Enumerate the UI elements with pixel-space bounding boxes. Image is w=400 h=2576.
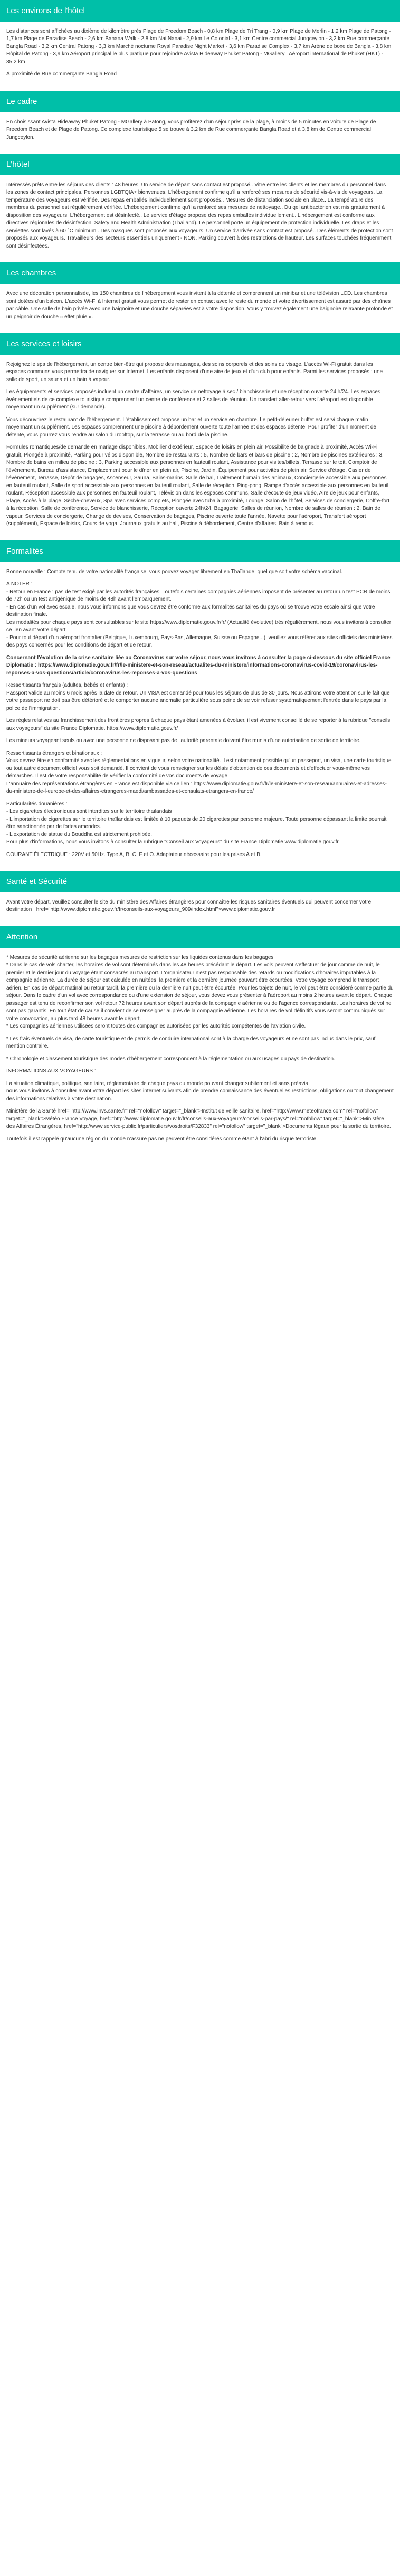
formalites-paragraph: Particularités douanières : - Les cigarettes électroniques sont interdites sur le territoire thaïlandais - L'importation de cigarettes sur le territoire thaïlandais est limitée à 10 paquets de 20 cigarettes par personne majeure. Toute personne dépassant la limite pourrait être sanctionnée par de fortes amendes. - L'exportation de statue du Bouddha est strictement prohibée. Pour plus d'informations, nous vous invitons à consulter la rubrique "Conseil aux Voyageurs" du site France Diplomatie www.diplomatie.gouv.fr [6, 801, 387, 845]
services-paragraph: Les équipements et services proposés incluent un centre d'affaires, un service de nettoyage à sec / blanchisserie et une réception ouverte 24 h/24. Les espaces événementiels de ce complexe touristique comprennent un centre de conférence et 2 salles de réunion. Un transfert aller-retour vers l'aéroport est disponible moyennant un supplément (sur demande). [6, 389, 380, 411]
section-cadre [0, 91, 400, 154]
section-title: Les chambres [0, 262, 400, 284]
section-services [0, 333, 400, 540]
section-title: Les services et loisirs [0, 333, 400, 355]
formalites-paragraph: Ressortissants français (adultes, bébés et enfants) : Passport valide au moins 6 mois après la date de retour. Un VISA est demandé pour tous les séjours de plus de 30 jours. Nous attirons votre attention sur le fait que votre passeport ne doit pas être détérioré et le comporter aucune anomalie particulière sous peine de se voir refuser systématiquement l'entrée dans le pays par la police de l'immigration. [6, 682, 390, 711]
section-title: L'hôtel [0, 154, 400, 175]
attention-heading: INFORMATIONS AUX VOYAGEURS : [6, 1068, 96, 1074]
attention-links[interactable]: Ministère de la Santé href="http://www.invs.sante.fr" rel="nofollow" target="_blank">Institut de veille sanitaire, href="http://www.meteofrance.com" rel="nofollow" target="_blank">Météo France Voyage, href="http://www.diplomatie.gouv.fr/fr/conseils-aux-voyageurs/conseils-par-pays/" rel="nofollow" target="_blank">Ministère des Affaires Étrangères, href="http://www.service-public.fr/particuliers/vosdroits/F32833" rel="nofollow" target="_blank">Documents légaux pour la sortie du territoire. [6, 1108, 391, 1129]
services-amenities-list: Formules romantiques/de demande en mariage disponibles, Mobilier d'extérieur, Espace de loisirs en plein air, Possibilité de baignade à proximité, Accès Wi-Fi gratuit, Plongée à proximité, Parking pour vélos disponible, Nombre de restaurants : 5, Nombre de bars et bars de piscine : 2, Nombre de piscines extérieures : 3, Nombre de bains en milieu de piscine : 3, Parking accessible aux personnes en fauteuil roulant, Assistance pour visites/billets, Terrasse sur le toit, Comptoir de l'événement, Bureau d'assistance, Emplacement pour le dîner en plein air, Piscine, Jardin, Équipement pour activités de plein air, Service d'étage, Casier de l'événement, Terrasse, Dépôt de bagages, Ascenseur, Sauna, Bains-marins, Salle de bal, Traitement humain des animaux, Conciergerie accessible aux personnes en fauteuil roulant, Salle de sport accessible aux personnes en fauteuil roulant, Salle de réception, Ping-pong, Rampe d'accès accessible aux personnes en fauteuil roulant, Réception accessible aux personnes en fauteuil roulant, Télévision dans les espaces communs, Salle d'écoute de jeux vidéo, Aire de jeux pour enfants, Plage, Accès à la plage, Sèche-cheveux, Spa avec services complets, Plongée avec tuba à proximité, Lounge, Salon de l'hôtel, Services de conciergerie, Coffre-fort à la réception, Salle de conférence, Service de blanchisserie, Réception ouverte 24h/24, Bagagerie, Salles de réunion, Nombre de salles de réunion : 2, Bain de vapeur, Services de conciergerie, Change de devises, Conservation de bagages, Piscine ouverte toute l'année, Navette pour l'aéroport, Transfert aéroport (supplément), Espace de loisirs, Cours de yoga, Journaux gratuits au hall, Piscine à débordement, Centre d'affaires, Bain à remous. [6, 444, 390, 527]
environs-text: Les distances sont affichées au dixième de kilomètre près Plage de Freedom Beach - 0,8 km Plage de Tri Trang - 0,9 km Plage de Merlin - 1,2 km Plage de Patong - 1,7 km Plage de Paradise Beach - 2,6 km Banana Walk - 2,8 km Nai Nanai - 2,9 km Le Colonial - 3,1 km Centre commercial Jungceylon - 3,2 km Rue commerçante Bangla Road - 3,2 km Central Patong - 3,3 km Marché nocturne Royal Paradise Night Market - 3,6 km Paradise Complex - 3,7 km Arène de boxe de Bangla - 3,8 km Hôpital de Patong - 3,9 km Aéroport principal le plus pratique pour rejoindre Avista Hideaway Phuket Patong - MGallery : Aéroport international de Phuket (HKT) - 35,2 km [6, 28, 392, 65]
formalites-paragraph: Les règles relatives au franchissement des frontières propres à chaque pays étant amenées à évoluer, il est vivement conseillé de se reporter à la rubrique "conseils aux voyageurs" du site France Diplomatie. https://www.diplomatie.gouv.fr/ [6, 718, 391, 731]
page [0, 0, 400, 1155]
attention-paragraph: * Chronologie et classement touristique des modes d'hébergement correspondent à la réglementation ou aux usages du pays de destination. [6, 1056, 335, 1062]
services-paragraph: Rejoignez le spa de l'hébergement, un centre bien-être qui propose des massages, des soins corporels et des soins du visage. L'accès Wi-Fi gratuit dans les espaces communs vous permettra de naviguer sur Internet. Les enfants disposent d'une aire de jeux et d'un club pour enfants. Parmi les services proposés : une salle de sport, un sauna et un bain à vapeur. [6, 361, 383, 383]
environs-footer: À proximité de Rue commerçante Bangla Road [6, 71, 117, 78]
attention-paragraph: La situation climatique, politique, sanitaire, réglementaire de chaque pays du monde pouvant changer subitement et sans préavis nous vous invitons à consulter avant votre départ les sites internet suivants afin de prendre connaissance des éventuelles restrictions, obligations ou tout changement des informations relatives à votre destination. [6, 1080, 394, 1102]
formalites-covid-link[interactable]: Concernant l'évolution de la crise sanitaire liée au Coronavirus sur votre séjour, nous vous invitons à consulter la page ci-dessous du site officiel France Diplomatie : https://www.diplomatie.gouv.fr/fr/le-ministere-et-son-reseau/actualites-du-ministere/informations-coronavirus-covid-19/coronavirus-les-reponses-a-vos-questions/article/coronavirus-les-reponses-a-vos-questions [6, 654, 391, 676]
sante-text: Avant votre départ, veuillez consulter le site du ministère des Affaires étrangères pour connaître les risques sanitaires éventuels qui peuvent concerner votre destination : href="http://www.diplomatie.gouv.fr/fr/conseils-aux-voyageurs_909/index.html">www.diplomatie.gouv.fr [6, 899, 372, 913]
section-chambres [0, 262, 400, 333]
chambres-text: Avec une décoration personnalisée, les 150 chambres de l'hébergement vous invitent à la détente et comprennent un minibar et une télévision LCD. Les chambres sont dotées d'un balcon. L'accès Wi-Fi à Internet gratuit vous permet de rester en contact avec le reste du monde et votre divertissement est assuré par des chaînes par câble. Une salle de bain privée avec une baignoire et une douche séparées est à votre disposition. Vous y trouvez également une baignoire relaxante profonde et un peignoir de douche « effet pluie ». [6, 291, 393, 320]
formalites-paragraph: Bonne nouvelle : Compte tenu de votre nationalité française, vous pouvez voyager librement en Thaïlande, quel que soit votre schéma vaccinal. [6, 568, 342, 575]
section-environs [0, 0, 400, 91]
formalites-paragraph: Ressortissants étrangers et binationaux : Vous devrez être en conformité avec les réglementations en vigueur, selon votre nationalité. Il est notamment possible qu'un passeport, un visa, une carte touristique ou tout autre document officiel vous soit demandé. Il convient de vous renseigner sur les délais d'obtention de ces documents et d'effectuer vous-même vos démarches. Il est de votre responsabilité de vérifier la conformité de vos documents de voyage. L'annuaire des représentations étrangères en France est disponible via ce lien : https://www.diplomatie.gouv.fr/fr/le-ministere-et-son-reseau/annuaires-et-adresses-du-ministere-de-l-europe-et-des-affaires-etrangeres-maedi/ambassades-et-consulats-etrangers-en-france/ [6, 750, 392, 794]
attention-paragraph: * Mesures de sécurité aérienne sur les bagages mesures de restriction sur les liquides contenus dans les bagages * Dans le cas de vols charter, les horaires de vol sont déterminés dans les 48 heures précédant le départ. Les vols peuvent s'effectuer de jour comme de nuit, le premier et le dernier jour du voyage étant consacrés au transport. L'organisateur n'est pas responsable des retards ou modifications d'horaires imputables à la compagnie aérienne. La durée de séjour est calculée en nuitées, la première et la dernière journée pouvant être écourtées. Votre voyage comprend le transport aérien. En cas de départ matinal ou retour tardif, la première ou la dernière nuit peut être écourtée. Pour les trajets de nuit, le vol peut être considéré comme partie du séjour. Dans le cadre d'un vol avec correspondance ou d'une extension de séjour, vous devez vous présenter à l'aéroport au moins 2 heures avant le départ. Chaque passager est tenu de reconfirmer son vol retour 72 heures avant son départ auprès de la compagnie aérienne ou de l'agence correspondante. Les horaires de vol ne sont pas garantis. En tout état de cause il convient de se renseigner auprès de la compagnie aérienne. Les horaires de vol définitifs vous seront communiqués sur votre convocation, au plus tard 48 heures avant le départ. * Les compagnies aériennes utilisées seront toutes des compagnies autorisées par les autorités compétentes de l'aviation civile. [6, 954, 394, 1029]
section-sante [0, 871, 400, 926]
cadre-text: En choisissant Avista Hideaway Phuket Patong - MGallery à Patong, vous profiterez d'un séjour près de la plage, à moins de 5 minutes en voiture de Plage de Freedom Beach et de Plage de Patong. Ce complexe touristique 5 se trouve à 3,2 km de Rue commerçante Bangla Road et à 3,8 km de Centre commercial Jungceylon. [6, 119, 376, 140]
section-title: Attention [0, 926, 400, 948]
section-formalites [0, 540, 400, 871]
formalites-paragraph: Les mineurs voyageant seuls ou avec une personne ne disposant pas de l'autorité parentale doivent être munis d'une autorisation de sortie de territoire. [6, 738, 361, 744]
section-attention [0, 926, 400, 1155]
hotel-text: Intéressés prêts entre les séjours des clients : 48 heures. Un service de départ sans contact est proposé.. Vitre entre les clients et les membres du personnel dans les zones de contact principales. Personnes LGBTQIA+ bienvenues. L'hébergement confirme qu'il a renforcé ses mesures de sécurité vis-à-vis de voyageurs. La température des voyageurs est vérifiée. Des repas emballés individuellement sont proposés.. Mesures de distanciation sociale en place.. La température des membres du personnel est régulièrement vérifiée. L'hébergement confirme qu'il a renforcé ses mesures de nettoyage.. Du gel antibactérien est mis gratuitement à disposition des voyageurs. L'hébergement est désinfecté.. Le service d'étage propose des repas emballés individuellement.. L'hébergement est conforme aux directives régionales de désinfection. Safety and Health Administration (Thailand). Le personnel porte un équipement de protection individuelle. Les draps et les serviettes sont lavés à 60 °C minimum.. Des masques sont proposés aux voyageurs. Un service d'arrivée sans contact est proposé.. Des éléments de protection sont proposés aux voyageurs. Travailleurs des secteurs essentiels uniquement - NON. Parking couvert à des restrictions de hauteur. Les surfaces touchées fréquemment sont désinfectées. [6, 182, 393, 249]
formalites-paragraph: A NOTER : - Retour en France : pas de test exigé par les autorités françaises. Toutefois certaines compagnies aériennes imposent de présenter au retour un test PCR de moins de 72h ou un test antigénique de moins de 48h avant l'embarquement. - En cas d'un vol avec escale, nous vous informons que vous devrez être conforme aux formalités sanitaires du pays où se trouve votre escale ainsi que votre destination finale. Les modalités pour chaque pays sont consultables sur le site https://www.diplomatie.gouv.fr/fr/ (Actualité évolutive) très régulièrement, nous vous invitons à consulter ce lien avant votre départ. - Pour tout départ d'un aéroport frontalier (Belgique, Luxembourg, Pays-Bas, Allemagne, Suisse ou Espagne...), veuillez vous référer aux sites officiels des ministères des pays concernés pour les conditions de départ et de retour. [6, 581, 393, 648]
attention-paragraph: Toutefois il est rappelé qu'aucune région du monde n'assure pas ne peuvent être considérés comme étant à l'abri du risque terroriste. [6, 1136, 318, 1142]
formalites-paragraph: COURANT ÉLECTRIQUE : 220V et 50Hz. Type A, B, C, F et O. Adaptateur nécessaire pour les prises A et B. [6, 851, 262, 858]
section-hotel [0, 154, 400, 262]
services-paragraph: Vous découvrirez le restaurant de l'hébergement. L'établissement propose un bar et un service en chambre. Le petit-déjeuner buffet est servi chaque matin moyennant un supplément. Les espaces comprennent une piscine à débordement ouverte toute l'année et des espaces détente. Pour profiter d'un moment de détente, vous pourrez vous rendre au salon du rooftop, sur la terrasse ou au bord de la piscine. [6, 416, 376, 438]
section-title: Le cadre [0, 91, 400, 112]
section-title: Formalités [0, 540, 400, 562]
section-title: Santé et Sécurité [0, 871, 400, 892]
attention-paragraph: * Les frais éventuels de visa, de carte touristique et de permis de conduire international sont à la charge des voyageurs et ne sont pas inclus dans le prix, sauf mention contraire. [6, 1035, 376, 1049]
section-title: Les environs de l'hôtel [0, 0, 400, 22]
